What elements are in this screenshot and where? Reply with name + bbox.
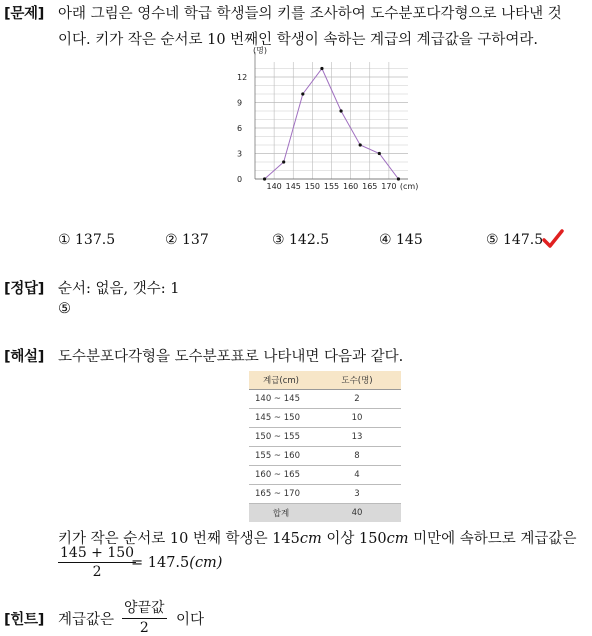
choice-2[interactable]: [165, 232, 209, 248]
x-tick-label: 155: [323, 182, 340, 191]
explanation-tag: [해설]: [4, 349, 45, 365]
answer-line-2: ⑤: [58, 301, 71, 317]
table-header-class: 계급(cm): [249, 371, 313, 390]
explanation-text-c: 미만에 속하므로 계급값은: [408, 531, 577, 547]
answer-choices: [58, 232, 578, 252]
frequency-table: [249, 371, 401, 522]
hint-fraction: [122, 597, 167, 636]
hint-fraction-denominator: 2: [139, 620, 149, 636]
choice-1-number: ①: [58, 232, 71, 248]
y-tick-label: 6: [237, 124, 243, 133]
table-cell-class: 145 ~ 150: [249, 409, 313, 428]
table-cell-frequency: 13: [313, 428, 401, 447]
x-tick-label: 145: [285, 182, 301, 191]
table-row: [249, 466, 401, 485]
table-cell-class: 160 ~ 165: [249, 466, 313, 485]
choice-3-number: ③: [272, 232, 285, 248]
choice-5[interactable]: [486, 232, 543, 248]
x-tick-label: 150: [304, 182, 321, 191]
problem-tag: [문제]: [4, 6, 45, 22]
table-total-label: 합계: [249, 504, 313, 523]
y-tick-label: 12: [237, 73, 248, 82]
unit-cm: cm: [299, 531, 322, 547]
result-value: = 147.5: [131, 555, 190, 571]
hint-suffix: 이다: [176, 612, 205, 628]
frequency-polygon-chart: [230, 46, 419, 196]
fraction-numerator: 145 + 150: [60, 545, 135, 561]
hint-prefix: 계급값은: [58, 612, 115, 628]
table-cell-class: 155 ~ 160: [249, 447, 313, 466]
table-row: [249, 428, 401, 447]
check-mark-icon: [542, 229, 564, 249]
explanation-line-1: 도수분포다각형을 도수분포표로 나타내면 다음과 같다.: [58, 349, 404, 365]
data-point: [282, 160, 285, 163]
choice-5-number: ⑤: [486, 232, 499, 248]
table-cell-class: 165 ~ 170: [249, 485, 313, 504]
table-cell-frequency: 8: [313, 447, 401, 466]
problem-text-line-1: 아래 그림은 영수네 학급 학생들의 키를 조사하여 도수분포다각형으로 나타낸 것: [58, 6, 562, 22]
data-point: [359, 143, 362, 146]
explanation-result: [131, 555, 222, 571]
fraction-denominator: 2: [92, 564, 102, 580]
answer-tag: [정답]: [4, 281, 45, 297]
x-tick-label: 140: [266, 182, 282, 191]
data-point: [339, 109, 342, 112]
table-cell-frequency: 4: [313, 466, 401, 485]
table-header-row: [249, 371, 401, 390]
unit-cm: cm: [386, 531, 409, 547]
choice-3[interactable]: [272, 232, 329, 248]
x-tick-label: 160: [342, 182, 359, 191]
choice-3-value: 142.5: [289, 232, 330, 248]
table-row: [249, 409, 401, 428]
y-tick-label: 3: [237, 149, 243, 159]
choice-4-value: 145: [396, 232, 423, 248]
x-tick-label: 170: [381, 182, 397, 191]
table-cell-frequency: 3: [313, 485, 401, 504]
choice-2-number: ②: [165, 232, 178, 248]
table-row: [249, 447, 401, 466]
table-cell-class: 150 ~ 155: [249, 428, 313, 447]
class-mark-fraction: [58, 545, 136, 580]
table-total-value: 40: [313, 504, 401, 523]
y-axis-unit-label: (명): [253, 46, 267, 55]
data-point: [397, 177, 400, 180]
hint-fraction-numerator: 양끝값: [122, 597, 167, 619]
explanation-text-a: 키가 작은 순서로 10 번째 학생은 145: [58, 531, 300, 547]
result-unit: (cm): [189, 555, 223, 571]
table-header-frequency: 도수(명): [313, 371, 401, 390]
x-tick-label: 165: [362, 182, 378, 191]
problem-text-line-2: 이다. 키가 작은 순서로 10 번째인 학생이 속하는 계급의 계급값을 구하여라.: [58, 32, 538, 48]
x-axis-unit-label: (cm): [399, 182, 419, 191]
table-row: [249, 485, 401, 504]
choice-5-value: 147.5: [503, 232, 544, 248]
y-tick-label: 0: [237, 175, 243, 184]
choice-2-value: 137: [182, 232, 209, 248]
hint-tag: [힌트]: [4, 612, 45, 628]
table-cell-class: 140 ~ 145: [249, 390, 313, 409]
table-cell-frequency: 10: [313, 409, 401, 428]
table-total-row: [249, 504, 401, 523]
explanation-text-b: 이상 150: [321, 531, 387, 547]
data-point: [263, 177, 266, 180]
answer-line-1: 순서: 없음, 갯수: 1: [58, 281, 180, 297]
choice-1[interactable]: [58, 232, 115, 248]
choice-1-value: 137.5: [75, 232, 116, 248]
data-point: [378, 152, 381, 155]
data-point: [320, 67, 323, 70]
y-tick-label: 9: [237, 98, 243, 108]
choice-4[interactable]: [379, 232, 423, 248]
table-row: [249, 390, 401, 409]
choice-4-number: ④: [379, 232, 392, 248]
data-point: [301, 92, 304, 95]
table-cell-frequency: 2: [313, 390, 401, 409]
